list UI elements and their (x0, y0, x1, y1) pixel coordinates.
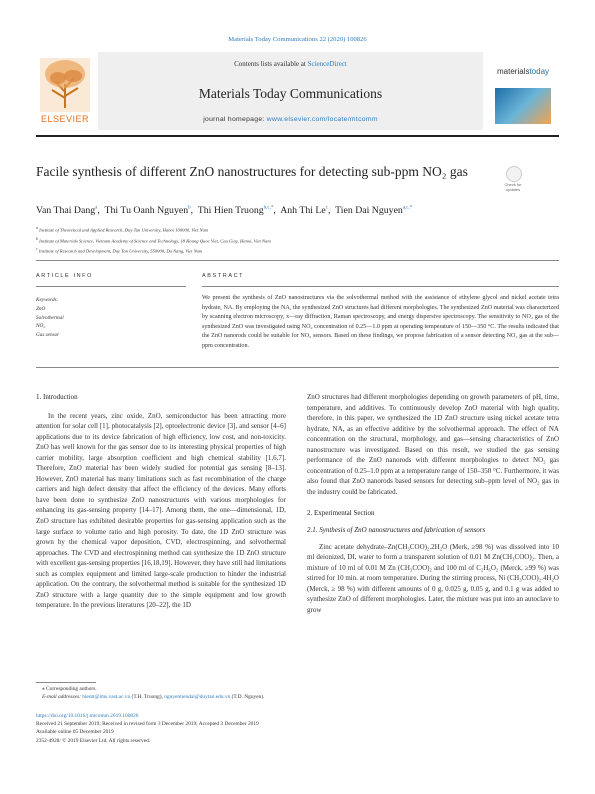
front-divider (36, 260, 559, 261)
affiliation-text: Institute of Research and Development, Duy Tan University, 550000, Da Nang, Viet Nam (38, 248, 203, 254)
intro-paragraph: In the recent years, zinc oxide, ZnO, semiconductor has been attracting more attention for solar cell [1], photocatalysis [2], optoelectronic device [3], and sensor [4–6] applications due to its device fabrication of high efficiency, low cost, and non-toxicity. ZnO has well known for the gas sensor due to its interesting physical properties of high carrier mobility, large absorption coefficient and high chemical stability [1,6,7]. Therefore, ZnO material has been widely studied for potential gas sensing [8–13]. However, ZnO material has many limitations such as fast recombination of the charge carriers and high defect density that affect the efficiency of the devices. Many efforts have been done to synthesize ZnO nanostructures with various morphologies for enhancing its gas-sensing property [14–17]. Among them, the one—dimensional, 1D, ZnO structure has exhibited desirable properties for gas-sensing application such as the large surface to volume ratio and high porosity. To date, the 1D ZnO structure was grown by the chemical vapor deposition, CVD, electrospinning, and solvothermal approaches. The CVD and electrospinning method can synthesize the 1D ZnO structure with excellent gas-sensing properties [16,18,19]. However, they have still had limitations such as complex equipment and limited large-scale production to hinder the industrial application. On the contrary, the solvothermal method is suitable for the synthesized 1D ZnO structure with a large quantity due to the simple equipment and low growth temperature. In the previous literatures [20–22], the 1D (36, 411, 286, 610)
author-name[interactable]: Tien Dai Nguyen (335, 205, 403, 216)
check-updates-icon (506, 166, 522, 182)
author-affil-sup[interactable]: b (188, 205, 191, 211)
running-header[interactable]: Materials Today Communications 22 (2020) 100826 (228, 36, 367, 43)
author-affil-sup[interactable]: c (325, 205, 328, 211)
intro-paragraph-continued: ZnO structures had different morphologies depending on growth parameters of pH, time, temperature, and additives. To continuously develop ZnO material with high quality, therefore, in this paper, we synthesized the 1D ZnO structure using nickel acetate tetra hydrate, NA, as an effective additive by the solvothermal approach. The effect of NA concentration on the structural, morphology, and gas—sensing characteristics of ZnO nanostructure was investigated. Based on this result, we studied the gas sensing performance of the ZnO nanorods with different morphologies to detect NO₂ gas concentration of 0.25–1.0 ppm at a temperature range of 150–350 °C. Furthermore, it was also found that ZnO nanorods based sensors for detecting sub–ppm level of NO₂ gas in the industry could be fabricated. (307, 393, 559, 496)
affiliation-item (36, 245, 559, 256)
keyword-item: NO₂ (36, 323, 46, 330)
available-online: Available online 05 December 2019 (36, 729, 114, 736)
article-title: Facile synthesis of different ZnO nanostructures for detecting sub-ppm NO₂ gas (36, 164, 468, 179)
author-name[interactable]: Anh Thi Le (280, 205, 326, 216)
contents-prefix: Contents lists available at (234, 60, 308, 68)
email-line (42, 693, 552, 701)
keyword-item: Gas sensor (36, 332, 60, 339)
received-dates: Received 21 September 2019; Received in revised form 3 December 2019; Accepted 3 December 2019 (36, 721, 259, 728)
keyword-item: Solvothermal (36, 314, 64, 321)
left-column (36, 392, 286, 611)
journal-cover-thumbnail[interactable] (489, 52, 559, 130)
author-name[interactable]: Thi Tu Oanh Nguyen (104, 205, 189, 216)
footnote-rule (36, 682, 96, 683)
affiliation-text: Institute of Theoretical and Applied Research, Duy Tan University, Hanoi 100000, Viet Nam (39, 227, 209, 233)
footnote-block (42, 685, 552, 701)
cover-title (497, 68, 549, 76)
check-for-updates-badge[interactable] (500, 166, 526, 196)
abstract-text: We present the synthesis of ZnO nanostructures via the solvothermal method with the assistance of ethylene glycol and nickel acetate tetra hydrate, NA. By employing the NA, the synthesized ZnO structures had different morphologies. The synthesized ZnO material was characterized by scanning electron microscopy, x—ray diffraction, Raman spectroscopy, and energy dispersive spectroscopy. The sensitivity to NO₂ gas of the synthesized ZnO was investigated using NO₂ concentration of 0.25—1.0 ppm at operating temperature of 150—350 °C. The results indicated that the ZnO nanorods could be suitable for NO₂ sensors. Based on these findings, we propose fabrication of a sensor detecting NO₂ gas at the sub—ppm concentration. (202, 295, 559, 349)
abstract-rule (202, 286, 559, 287)
abstract-heading: ABSTRACT (202, 273, 245, 279)
corresponding-note: ⁎ Corresponding authors. (42, 686, 97, 692)
email-link[interactable]: nguyentiendai@duytan.edu.vn (164, 694, 231, 701)
email-link[interactable]: hientt@ims.vast.ac.vn (82, 694, 131, 701)
doi-link[interactable]: https://doi.org/10.1016/j.mtcomm.2019.100826 (36, 713, 139, 719)
article-info-rule (36, 286, 186, 287)
author-name[interactable]: Thi Hien Truong (197, 205, 264, 216)
journal-info-box (98, 52, 483, 130)
affiliation-list (36, 224, 559, 256)
cover-image (495, 88, 551, 124)
cover-title-line1: materials (497, 67, 530, 76)
email-owner: (T.H. Truong), (130, 694, 165, 701)
contents-line (98, 60, 483, 68)
email-owner: (T.D. Nguyen). (230, 694, 265, 701)
keywords-block (36, 296, 186, 340)
journal-masthead (36, 52, 559, 132)
affiliation-item (36, 224, 559, 235)
masthead-divider (36, 135, 559, 137)
publication-info (36, 712, 559, 745)
copyright-line: 2352-4928/ © 2019 Elsevier Ltd. All rights reserved. (36, 737, 151, 744)
homepage-link[interactable]: www.elsevier.com/locate/mtcomm (266, 116, 378, 123)
synthesis-paragraph: Zinc acetate dehydrate–Zn(CH₃COO)₂.2H₂O (Merk, ≥98 %) was dissolved into 10 ml deionized, DI, water to form a transparent solution of 0.01 M Zn(CH₃COO)₂. Then, a mixture of 10 ml of 0.01 M Zn (CH₃COO)₂ and 100 ml of C₂H₆O₂ (Merck, ≥99 %) was stirred for 10 min. at room temperature. During the stirring process, Ni (CH₃COO)₂.4H₂O (Merck, ≥ 98 %) with different amounts of 0 g, 0.025 g, 0.05 g, and 0.1 g was added to synthesize ZnO of different morphologies. Later, the mixture was put into an autoclave to grow (307, 542, 559, 614)
author-affil-sup[interactable]: b,c,* (263, 205, 274, 211)
author-name[interactable]: Van Thai Dang (36, 205, 96, 216)
homepage-prefix: journal homepage: (203, 116, 267, 123)
experimental-heading: 2. Experimental Section (307, 509, 375, 518)
author-affil-sup[interactable]: a (95, 205, 98, 211)
abstract-bottom-divider (36, 367, 559, 368)
keywords-label: Keywords: (36, 297, 59, 303)
affiliation-sup: c (36, 247, 38, 252)
right-column (307, 392, 559, 615)
cover-title-line2: today (529, 67, 550, 76)
homepage-line (98, 116, 483, 123)
synthesis-subheading: 2.1. Synthesis of ZnO nanostructures and fabrication of sensors (307, 526, 486, 535)
publisher-name: ELSEVIER (40, 114, 90, 124)
sciencedirect-link[interactable]: ScienceDirect (307, 60, 347, 68)
check-updates-label: Check for updates (504, 182, 522, 192)
intro-heading: 1. Introduction (36, 393, 78, 401)
author-list: Van Thai Dang$^a$, Thi Tu Oanh Nguyen$^b$, Thi Hien Truong$^{b,c,*}$, Anh Thi Le$^c$, Tien Dai Nguyen$^{a,c,*}$ (36, 205, 413, 216)
affiliation-sup: a (36, 226, 38, 230)
article-info-heading: ARTICLE INFO (36, 273, 93, 279)
keyword-item: ZnO (36, 305, 46, 312)
journal-title: Materials Today Communications (198, 86, 383, 101)
affiliation-item (36, 235, 559, 246)
affiliation-text: Institute of Materials Science, Vietnam Academy of Science and Technology, 18 Hoang Quoc Viet, Cau Giay, Hanoi, Viet Nam (39, 238, 271, 244)
email-label: E-mail addresses: (42, 694, 83, 701)
author-affil-sup[interactable]: a,c,* (402, 205, 413, 211)
affiliation-sup: b (36, 236, 38, 241)
